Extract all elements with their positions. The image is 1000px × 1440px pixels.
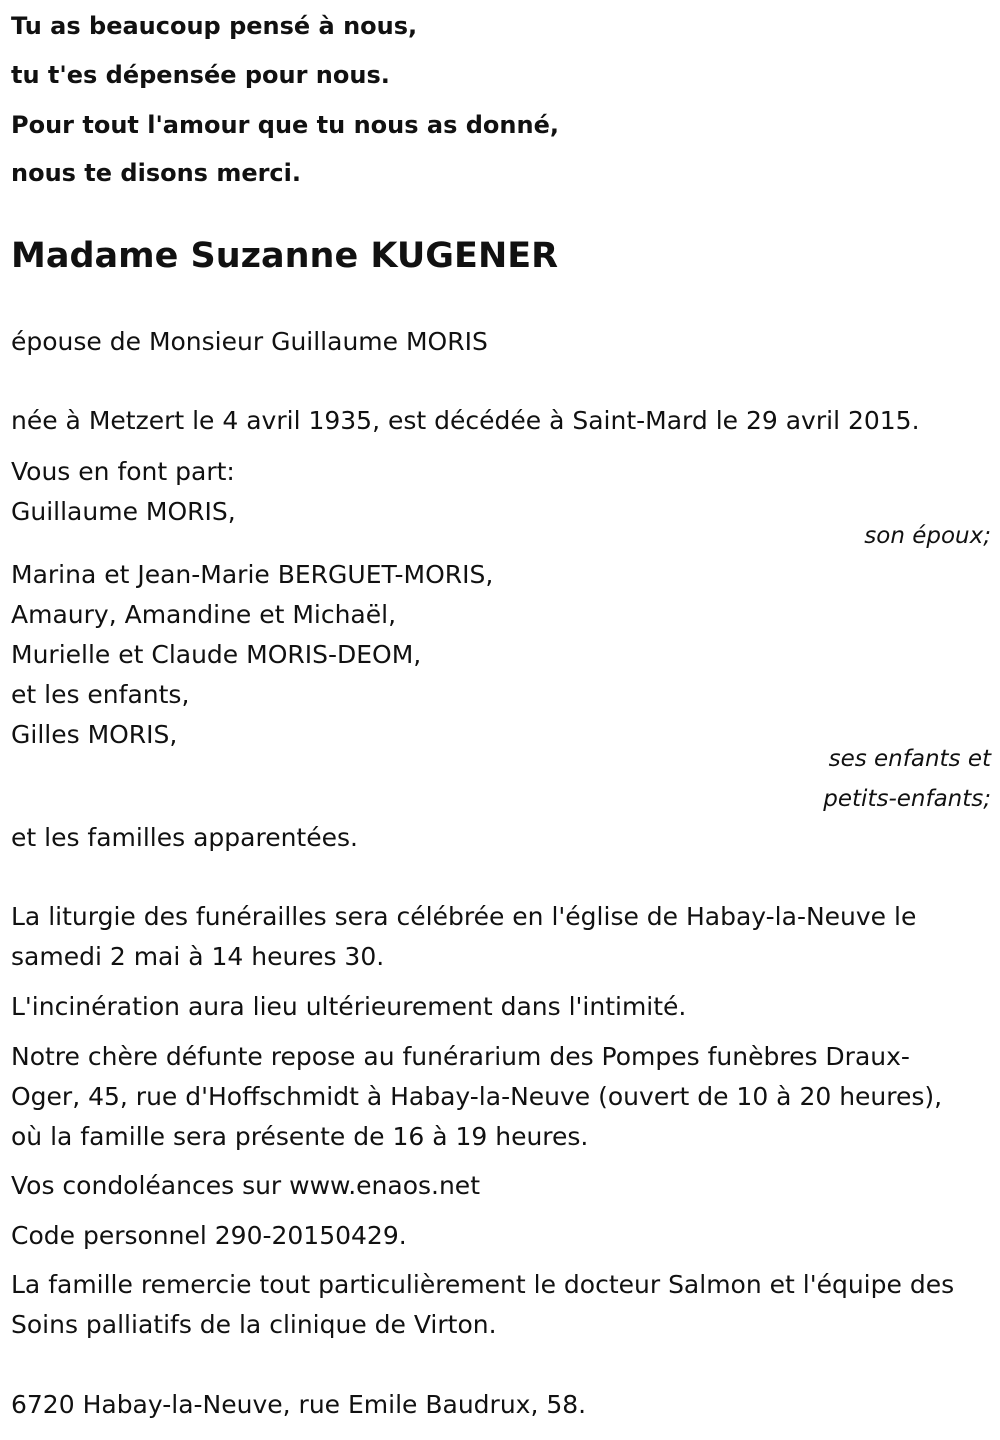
deceased-name: Madame Suzanne KUGENER [11,236,559,276]
child-line-5: Gilles MORIS, [11,720,178,749]
spouse-role: son époux; [864,523,991,549]
address-line: 6720 Habay-la-Neuve, rue Emile Baudrux, 58. [11,1390,587,1419]
verse-line-1: Tu as beaucoup pensé à nous, [11,12,418,40]
verse-line-2: tu t'es dépensée pour nous. [11,61,390,89]
child-line-2: Amaury, Amandine et Michaël, [11,600,397,629]
verse-line-4: nous te disons merci. [11,159,302,187]
announcement-intro: Vous en font part: [11,457,235,486]
child-line-1: Marina et Jean-Marie BERGUET-MORIS, [11,560,494,589]
code-line: Code personnel 290-20150429. [11,1221,407,1250]
rest-paragraph: Notre chère défunte repose au funérarium des Pompes funèbres Draux-Oger, 45, rue d'Hoffschmidt à Habay-la-Neuve (ouvert de 10 à 20 heures), où la famille sera présente de 16 à 19 heures. [11,1042,943,1151]
thanks-paragraph: La famille remercie tout particulièrement le docteur Salmon et l'équipe des Soins palliatifs de la clinique de Virton. [11,1270,955,1339]
funeral-paragraph: La liturgie des funérailles sera célébrée en l'église de Habay-la-Neuve le samedi 2 mai à 14 heures 30. [11,902,917,971]
verse-line-3: Pour tout l'amour que tu nous as donné, [11,111,559,139]
cremation-line: L'incinération aura lieu ultérieurement dans l'intimité. [11,992,687,1021]
spouse-line: épouse de Monsieur Guillaume MORIS [11,327,488,356]
children-role-2: petits-enfants; [823,786,991,812]
children-role-1: ses enfants et [828,746,991,772]
families-line: et les familles apparentées. [11,823,358,852]
condolences-line: Vos condoléances sur www.enaos.net [11,1171,480,1200]
child-line-4: et les enfants, [11,680,190,709]
child-line-3: Murielle et Claude MORIS-DEOM, [11,640,422,669]
birth-death-line: née à Metzert le 4 avril 1935, est décédée à Saint-Mard le 29 avril 2015. [11,406,920,435]
spouse-name: Guillaume MORIS, [11,497,236,526]
